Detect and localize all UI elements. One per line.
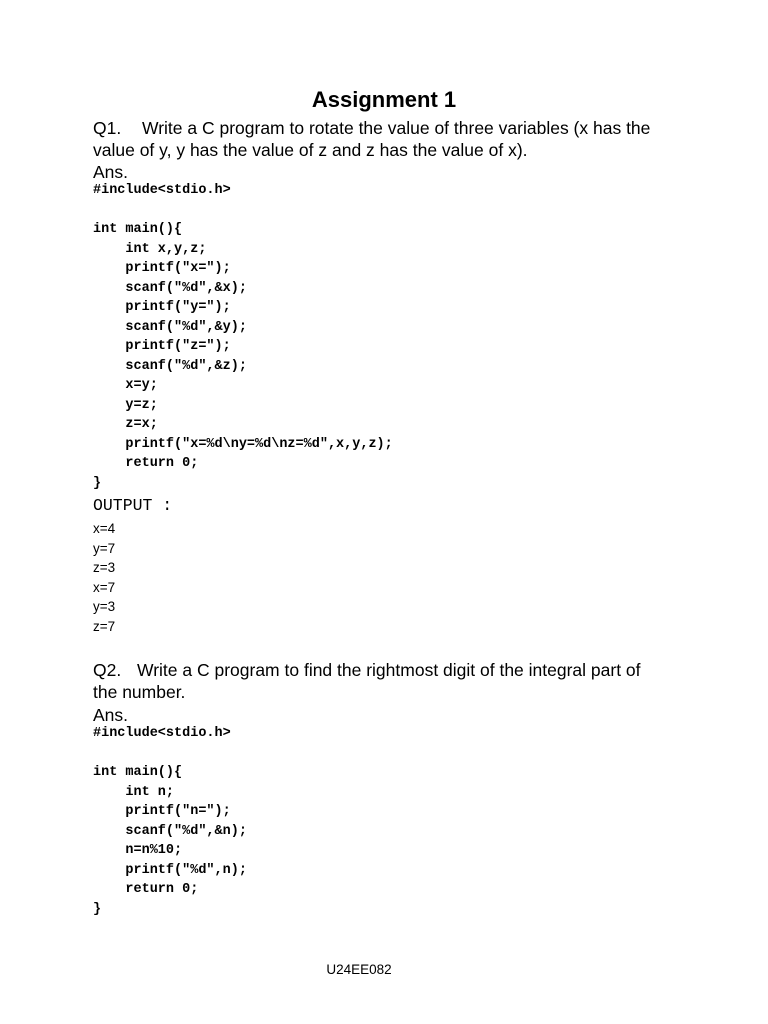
question-1-code: #include<stdio.h> int main(){ int x,y,z; printf("x="); scanf("%d",&x); printf("y="); scanf("%d",&y); printf("z="); scanf("%d",&z); x=y; y=z; z=x; printf("x=%d\ny=%d\nz=%d",x,y,z); return 0; } (93, 183, 393, 491)
question-1-line-1 (93, 117, 693, 139)
output-line: y=7 (93, 540, 116, 556)
question-2-text (93, 659, 693, 703)
output-line: x=7 (93, 579, 116, 595)
question-1-output (93, 519, 115, 636)
question-1-ans-label: Ans. (93, 162, 129, 182)
output-line: z=3 (93, 560, 116, 575)
question-1-line-2: value of y, y has the value of z and z has the value of x). (93, 140, 528, 160)
footer-id: U24EE082 (326, 962, 392, 977)
question-2-code: #include<stdio.h> int main(){ int n; printf("n="); scanf("%d",&n); n=n%10; printf("%d",n); return 0; } (93, 726, 247, 917)
question-2-number: Q2. (93, 660, 122, 680)
question-1-prompt: Write a C program to rotate the value of three variables (x has the (142, 118, 651, 138)
output-line: z=7 (93, 618, 116, 634)
question-1-text (93, 117, 693, 161)
question-2-line-2: the number. (93, 682, 186, 702)
page-title: Assignment 1 (311, 87, 457, 112)
output-line: x=4 (93, 521, 116, 536)
question-2-line-1 (93, 659, 693, 681)
question-2-ans-label: Ans. (93, 705, 129, 725)
question-2-prompt: Write a C program to find the rightmost digit of the integral part of (137, 660, 641, 680)
question-1-output-label: OUTPUT : (93, 496, 173, 515)
output-line: y=3 (93, 599, 116, 614)
page-footer (0, 962, 718, 977)
question-1-number: Q1. (93, 118, 122, 138)
